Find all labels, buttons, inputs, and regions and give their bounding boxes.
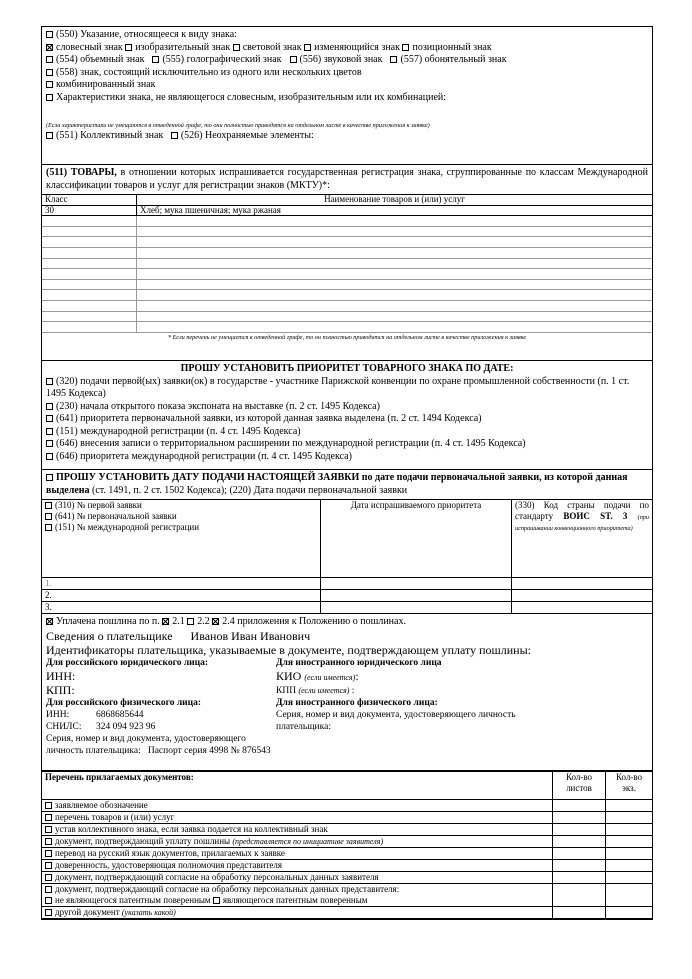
copies-cell[interactable] <box>606 860 653 872</box>
ru-person-label: Для российского физического лица: <box>46 697 202 708</box>
list-item <box>42 836 652 848</box>
checkbox[interactable] <box>46 56 53 63</box>
checkbox[interactable] <box>46 440 53 447</box>
mark-type-option: световой знак <box>242 41 302 53</box>
checkbox[interactable] <box>45 862 52 869</box>
inn-value[interactable]: 6868685644 <box>96 709 144 720</box>
document-item[interactable]: перечень товаров и (или) услуг <box>42 812 553 824</box>
class-cell[interactable] <box>42 290 137 301</box>
sheets-cell[interactable] <box>553 907 606 919</box>
class-cell[interactable] <box>42 216 137 227</box>
table-row <box>42 216 652 227</box>
copies-cell[interactable] <box>606 848 653 860</box>
document-item[interactable]: документ, подтверждающий уплату пошлины (представляется по инициативе заявителя) <box>42 836 553 848</box>
characteristics-note: (Если характеристики не умещаются в отведенной графе, то они полностью приводятся на отдельном листе в качестве приложения к заявке) <box>46 122 430 129</box>
list-item <box>42 824 652 836</box>
checkbox[interactable] <box>390 56 397 63</box>
mark-type-option: словесный знак <box>56 41 123 53</box>
document-item[interactable]: заявляемое обозначение <box>42 800 553 812</box>
filing-number-cell[interactable]: 2. <box>42 590 321 602</box>
document-item[interactable]: перевод на русский язык документов, прилагаемых к заявке <box>42 848 553 860</box>
ru-doc: Серия, номер и вид документа, удостоверяющего личность плательщика: Паспорт серия 4998 № 876543 <box>46 733 271 756</box>
list-item <box>42 848 652 860</box>
col-class: Класс <box>42 195 137 206</box>
filing-title: ПРОШУ УСТАНОВИТЬ ДАТУ ПОДАЧИ НАСТОЯЩЕЙ ЗАЯВКИ по дате подачи первоначальной заявки, из которой данная выделена (ст. 1491, п. 2 ст. 1502 Кодекса); (220) Дата подачи первоначальной заявки <box>46 472 628 496</box>
priority-option[interactable]: (646) приоритета международной регистрации (п. 4 ст. 1495 Кодекса) <box>46 451 648 464</box>
priority-option[interactable]: (646) внесения записи о территориальном расширении по международной регистрации (п. 4 ст. 1495 Кодекса) <box>46 438 648 451</box>
table-row <box>42 269 652 280</box>
checkbox[interactable] <box>45 826 52 833</box>
document-item[interactable]: другой документ (указать какой) <box>42 907 553 919</box>
goods-cell[interactable] <box>137 269 653 280</box>
list-item <box>42 884 652 907</box>
goods-cell[interactable] <box>137 258 653 269</box>
col-goods: Наименование товаров и (или) услуг <box>137 195 653 206</box>
list-item <box>42 860 652 872</box>
class-cell[interactable] <box>42 247 137 258</box>
checkbox[interactable] <box>46 618 53 625</box>
checkbox[interactable] <box>45 874 52 881</box>
table-row <box>42 602 652 614</box>
copies-cell[interactable] <box>606 800 653 812</box>
sheets-cell[interactable] <box>553 800 606 812</box>
list-item <box>42 800 652 812</box>
checkbox[interactable] <box>45 502 52 509</box>
checkbox[interactable] <box>233 44 240 51</box>
payer-name[interactable]: Иванов Иван Иванович <box>190 628 311 643</box>
class-cell[interactable] <box>42 300 137 311</box>
priority-option[interactable]: (230) начала открытого показа экспоната на выставке (п. 2 ст. 1495 Кодекса) <box>46 401 648 414</box>
checkbox[interactable] <box>46 81 53 88</box>
checkbox[interactable] <box>304 44 311 51</box>
document-item[interactable]: устав коллективного знака, если заявка подается на коллективный знак <box>42 824 553 836</box>
goods-cell[interactable] <box>137 311 653 322</box>
checkbox[interactable] <box>46 69 53 76</box>
table-row <box>42 279 652 290</box>
filing-country-cell[interactable] <box>512 602 653 614</box>
payer-ident-title: Идентификаторы плательщика, указываемые в документе, подтверждающем уплату пошлины: <box>46 642 531 657</box>
class-cell[interactable] <box>42 258 137 269</box>
country-code-header: (330) Код страны подачи по стандарту ВОИС ST. 3 (при испрашивании конвенционного приоритета) <box>512 500 653 578</box>
sheets-cell[interactable] <box>553 872 606 884</box>
mark-type-line1 <box>46 42 648 55</box>
snils-value[interactable]: 324 094 923 96 <box>96 721 156 732</box>
sheets-cell[interactable] <box>553 824 606 836</box>
table-row <box>42 258 652 269</box>
inn-field[interactable]: ИНН: <box>46 668 76 683</box>
filing-table <box>42 499 652 614</box>
col-copies: Кол-во экз. <box>606 772 653 800</box>
goods-cell[interactable] <box>137 322 653 333</box>
foreign-doc[interactable]: Серия, номер и вид документа, удостоверяющего личность плательщика: <box>276 709 516 732</box>
payer-info: Сведения о плательщике Иванов Иван Иванович <box>46 628 311 643</box>
goods-table <box>42 194 652 333</box>
combined-mark-label: комбинированный знак <box>56 79 156 90</box>
class-cell[interactable] <box>42 269 137 280</box>
table-row <box>42 300 652 311</box>
checkbox[interactable] <box>45 909 52 916</box>
priority-option[interactable]: (151) международной регистрации (п. 4 ст. 1495 Кодекса) <box>46 426 648 439</box>
priority-section <box>42 361 652 470</box>
checkbox[interactable] <box>46 403 53 410</box>
goods-intro: (511) ТОВАРЫ, в отношении которых испрашивается государственная регистрация знака, сгруппированные по классам Международной классификации товаров и услуг для регистрации знаков (МКТУ)*: <box>46 167 648 191</box>
table-row <box>42 247 652 258</box>
checkbox[interactable] <box>45 814 52 821</box>
kpp-field[interactable]: КПП: <box>46 682 75 697</box>
class-cell[interactable]: 30 <box>42 205 137 216</box>
class-cell[interactable] <box>42 226 137 237</box>
priority-option[interactable]: (641) приоритета первоначальной заявки, из которой данная заявка выделена (п. 2 ст. 1494 Кодекса) <box>46 413 648 426</box>
copies-cell[interactable] <box>606 872 653 884</box>
document-item[interactable]: документ, подтверждающий согласие на обработку персональных данных заявителя <box>42 872 553 884</box>
checkbox[interactable] <box>45 838 52 845</box>
list-item <box>42 872 652 884</box>
goods-cell[interactable] <box>137 216 653 227</box>
checkbox[interactable] <box>45 513 52 520</box>
goods-cell[interactable] <box>137 300 653 311</box>
table-row <box>42 237 652 248</box>
col-sheets: Кол-во листов <box>553 772 606 800</box>
list-item <box>42 812 652 824</box>
filing-country-cell[interactable] <box>512 578 653 590</box>
table-row <box>42 578 652 590</box>
mark-type-option: изобразительный знак <box>135 41 231 53</box>
priority-date-header: Дата испрашиваемого приоритета <box>321 500 512 578</box>
copies-cell[interactable] <box>606 824 653 836</box>
filing-number-cell[interactable]: 3. <box>42 602 321 614</box>
kpp2-field[interactable]: КПП (если имеется) : <box>276 685 355 696</box>
filing-options: (310) № первой заявки (641) № первоначальной заявки (151) № международной регистрации <box>42 500 321 578</box>
goods-cell[interactable] <box>137 290 653 301</box>
goods-cell[interactable] <box>137 237 653 248</box>
filing-section <box>42 470 652 614</box>
payer-section: Уплачена пошлина по п. 2.1 2.2 2.4 приложения к Положению о пошлинах. Сведения о плательщике Иванов Иван Иванович Идентификаторы плательщика, указываемые в документе, подтверждающем уплату пошлины: Для российского юридического лица: ИНН: КПП: Для российского физического лица: ИНН: 6868685644 СНИЛС: 324 094 923 96 Серия, номер и вид документа, удостоверяющего личность плательщика: Паспорт серия 4998 № 876543 Для иностранного юридического лица КИО (если имеется): КПП (если имеется) : Для иностранного физического лица: Серия, номер и вид документа, удостоверяющего личность плательщика: <box>42 614 652 771</box>
checkbox[interactable] <box>46 453 53 460</box>
class-cell[interactable] <box>42 322 137 333</box>
checkbox[interactable] <box>402 44 409 51</box>
filing-date-cell[interactable] <box>321 590 512 602</box>
filing-date-cell[interactable] <box>321 578 512 590</box>
documents-section <box>42 771 652 919</box>
checkbox[interactable] <box>125 44 132 51</box>
checkbox[interactable] <box>46 94 53 101</box>
characteristics-label: Характеристики знака, не являющегося словесным, изобразительным или их комбинацией: <box>56 91 447 103</box>
ru-legal-label: Для российского юридического лица: <box>46 657 209 668</box>
mark-type-option: позиционный знак <box>412 41 492 53</box>
table-row <box>42 205 652 216</box>
checkbox[interactable] <box>162 618 169 625</box>
application-form <box>41 26 653 920</box>
checkbox[interactable] <box>45 524 52 531</box>
sheets-cell[interactable] <box>553 848 606 860</box>
ru-doc-value[interactable]: Паспорт серия 4998 № 876543 <box>147 745 271 756</box>
class-cell[interactable] <box>42 279 137 290</box>
fee-line: Уплачена пошлина по п. 2.1 2.2 2.4 приложения к Положению о пошлинах. <box>46 616 648 629</box>
priority-option[interactable]: (320) подачи первой(ых) заявки(ок) в государстве - участнике Парижской конвенции по охране промышленной собственности (п. 1 ст. 1495 Кодекса) <box>46 375 630 399</box>
checkbox[interactable] <box>46 378 53 385</box>
copies-cell[interactable] <box>606 836 653 848</box>
collective-mark-label: (551) Коллективный знак <box>56 130 164 141</box>
copies-cell[interactable] <box>606 812 653 824</box>
sheets-cell[interactable] <box>553 860 606 872</box>
copies-cell[interactable] <box>606 907 653 919</box>
unprotected-elements-label: (526) Неохраняемые элементы: <box>180 130 314 141</box>
table-row <box>42 226 652 237</box>
mark-type-section <box>42 27 652 165</box>
goods-note: * Если перечень не умещается в отведенной графе, то он полностью приводится на отдельном листе в качестве приложения к заявке <box>167 333 527 341</box>
documents-table <box>42 771 652 919</box>
checkbox[interactable] <box>212 618 219 625</box>
priority-title: ПРОШУ УСТАНОВИТЬ ПРИОРИТЕТ ТОВАРНОГО ЗНАКА ПО ДАТЕ: <box>180 363 514 374</box>
checkbox[interactable] <box>152 56 159 63</box>
checkbox[interactable] <box>46 44 53 51</box>
class-cell[interactable] <box>42 311 137 322</box>
foreign-person-label: Для иностранного физического лица: <box>276 697 438 708</box>
filing-number-cell[interactable]: 1. <box>42 578 321 590</box>
checkbox[interactable] <box>187 618 194 625</box>
mark-type-option: изменяющийся знак <box>314 41 400 53</box>
table-row <box>42 590 652 602</box>
goods-cell[interactable] <box>137 247 653 258</box>
filing-date-cell[interactable] <box>321 602 512 614</box>
checkbox[interactable] <box>45 886 52 893</box>
color-mark-label: (558) знак, состоящий исключительно из одного или нескольких цветов <box>56 66 362 78</box>
checkbox[interactable] <box>290 56 297 63</box>
checkbox[interactable] <box>213 897 220 904</box>
checkbox[interactable] <box>46 474 53 481</box>
mark-type-title: (550) Указание, относящееся к виду знака: <box>56 29 237 40</box>
checkbox[interactable] <box>46 132 53 139</box>
checkbox[interactable] <box>171 132 178 139</box>
copies-cell[interactable] <box>606 884 653 907</box>
foreign-legal-label: Для иностранного юридического лица <box>276 657 442 668</box>
checkbox[interactable] <box>46 415 53 422</box>
kio-field[interactable]: КИО (если имеется): <box>276 668 359 683</box>
checkbox[interactable] <box>46 31 53 38</box>
document-item[interactable]: доверенность, удостоверяющая полномочия представителя <box>42 860 553 872</box>
goods-cell[interactable] <box>137 279 653 290</box>
checkbox[interactable] <box>45 802 52 809</box>
filing-country-cell[interactable] <box>512 590 653 602</box>
documents-title: Перечень прилагаемых документов: <box>42 772 553 800</box>
table-row <box>42 322 652 333</box>
table-row <box>42 290 652 301</box>
checkbox[interactable] <box>46 428 53 435</box>
sheets-cell[interactable] <box>553 836 606 848</box>
goods-cell[interactable]: Хлеб; мука пшеничная; мука ржаная <box>137 205 653 216</box>
list-item <box>42 907 652 919</box>
document-item[interactable]: документ, подтверждающий согласие на обработку персональных данных представителя: не являющегося патентным поверенным являющегося патентным поверенным <box>42 884 553 907</box>
class-cell[interactable] <box>42 237 137 248</box>
checkbox[interactable] <box>45 850 52 857</box>
goods-section <box>42 165 652 361</box>
mark-type-line2: (554) объемный знак (555) голографический знак (556) звуковой знак (557) обонятельный знак <box>46 54 648 67</box>
table-row <box>42 311 652 322</box>
sheets-cell[interactable] <box>553 812 606 824</box>
checkbox[interactable] <box>45 897 52 904</box>
sheets-cell[interactable] <box>553 884 606 907</box>
goods-cell[interactable] <box>137 226 653 237</box>
